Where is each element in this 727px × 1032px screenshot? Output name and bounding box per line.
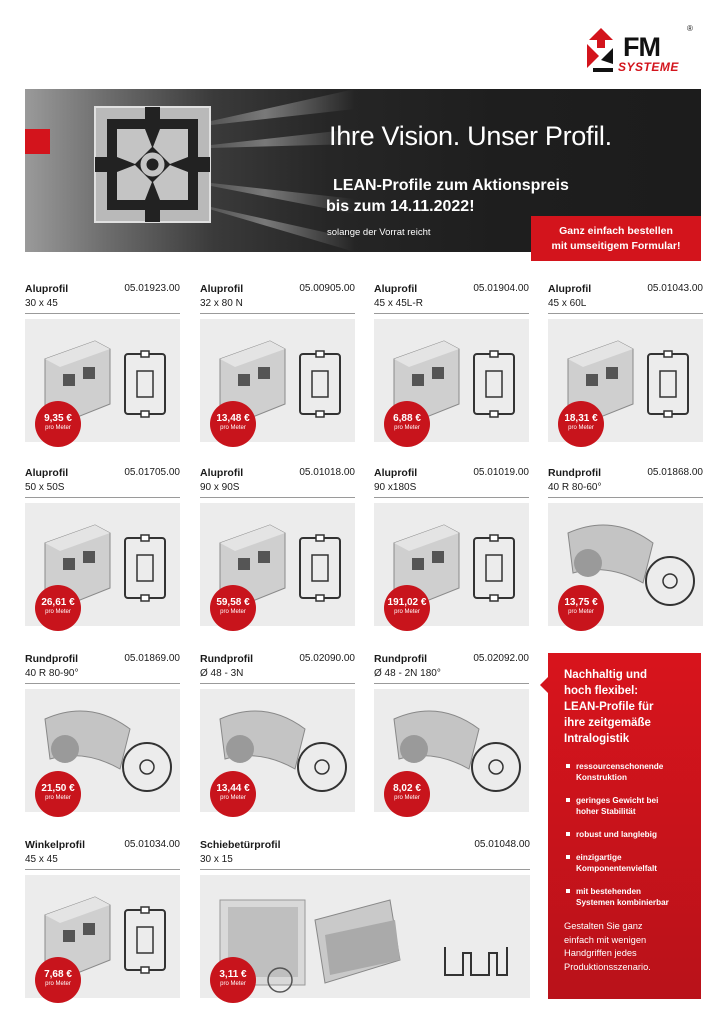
product-size: 30 x 15	[200, 854, 233, 865]
product-card	[200, 838, 530, 987]
benefit-item	[564, 886, 693, 908]
aside-footer-line: Produktionsszenario.	[564, 961, 651, 972]
price-badge	[210, 401, 256, 447]
product-header	[548, 466, 703, 498]
aluprofil-90x90-icon	[200, 503, 355, 626]
product-card	[200, 652, 355, 801]
product-size: 45 x 45	[25, 854, 58, 865]
benefit-item	[564, 852, 693, 874]
product-card	[200, 282, 355, 431]
benefit-item	[564, 829, 693, 840]
price-badge	[384, 585, 430, 631]
product-size: 45 x 60L	[548, 298, 587, 309]
price-unit: pro Meter	[394, 609, 420, 615]
product-type: Rundprofil	[374, 653, 428, 665]
product-card	[25, 282, 180, 431]
product-size: 90 x180S	[374, 482, 417, 493]
product-size: Ø 48 - 2N 180°	[374, 668, 441, 679]
sustainability-box	[548, 653, 701, 999]
rundprofil-40r-icon	[548, 503, 703, 626]
aside-title-line: Nachhaltig und	[564, 669, 648, 681]
product-code: 05.01034.00	[124, 839, 180, 850]
product-type: Aluprofil	[25, 283, 69, 295]
product-code: 05.01868.00	[647, 467, 703, 478]
logo-systeme-text: SYSTEME	[618, 60, 679, 74]
product-size: 40 R 80-60°	[548, 482, 602, 493]
hero-title: Ihre Vision. Unser Profil.	[329, 121, 612, 151]
product-type: Schiebetürprofil	[200, 839, 281, 851]
product-code: 05.01869.00	[124, 653, 180, 664]
hero-note: solange der Vorrat reicht	[327, 227, 431, 238]
price-unit: pro Meter	[220, 425, 246, 431]
rundprofil-40r90-icon	[25, 689, 180, 812]
product-card	[374, 652, 529, 801]
price-unit: pro Meter	[568, 425, 594, 431]
price-value: 21,50 €	[41, 783, 75, 794]
benefit-text: robust und langlebig	[576, 830, 657, 839]
product-code: 05.01018.00	[299, 467, 355, 478]
product-type: Aluprofil	[548, 283, 592, 295]
price-value: 18,31 €	[564, 413, 598, 424]
price-unit: pro Meter	[45, 609, 71, 615]
product-type: Aluprofil	[374, 467, 418, 479]
price-unit: pro Meter	[45, 981, 71, 987]
price-unit: pro Meter	[568, 609, 594, 615]
product-size: 45 x 45L-R	[374, 298, 423, 309]
schiebetuerprofil-icon	[200, 875, 530, 998]
product-code: 05.01705.00	[124, 467, 180, 478]
price-badge	[384, 401, 430, 447]
product-size: 90 x 90S	[200, 482, 240, 493]
benefit-text: Systemen kombinierbar	[576, 898, 669, 907]
aside-footer-line: einfach mit wenigen	[564, 934, 647, 945]
product-card	[374, 466, 529, 615]
price-badge	[210, 585, 256, 631]
product-type: Rundprofil	[548, 467, 602, 479]
price-value: 13,75 €	[564, 597, 598, 608]
benefit-list	[564, 761, 693, 908]
aluprofil-32x80-icon	[200, 319, 355, 442]
product-type: Rundprofil	[25, 653, 79, 665]
hero-subtitle-line1: LEAN-Profile zum Aktionspreis	[333, 177, 569, 194]
product-code: 05.01923.00	[124, 283, 180, 294]
benefit-item	[564, 795, 693, 817]
aside-title-line: hoch flexibel:	[564, 685, 639, 697]
price-value: 191,02 €	[387, 597, 427, 608]
logo-fm-text: FM	[623, 32, 660, 62]
price-badge	[558, 585, 604, 631]
aside-title	[564, 667, 693, 747]
price-value: 3,11 €	[219, 969, 247, 980]
product-code: 05.01904.00	[473, 283, 529, 294]
price-value: 8,02 €	[393, 783, 421, 794]
price-badge	[35, 771, 81, 817]
price-value: 59,58 €	[216, 597, 250, 608]
aluprofil-45x45-icon	[374, 319, 529, 442]
product-header	[25, 652, 180, 684]
price-unit: pro Meter	[394, 795, 420, 801]
benefit-item	[564, 761, 693, 783]
price-badge	[35, 585, 81, 631]
aside-title-line: ihre zeitgemäße	[564, 717, 651, 729]
benefit-text: mit bestehenden	[576, 887, 642, 896]
price-badge	[210, 771, 256, 817]
benefit-text: einzigartige	[576, 853, 622, 862]
product-header	[25, 282, 180, 314]
fm-systeme-logo	[583, 22, 703, 82]
product-card	[548, 466, 703, 615]
product-type: Aluprofil	[374, 283, 418, 295]
product-header	[200, 466, 355, 498]
aside-footer	[564, 920, 693, 974]
aluprofil-90x180-icon	[374, 503, 529, 626]
rundprofil-48-2n-icon	[374, 689, 529, 812]
product-card	[374, 282, 529, 431]
price-badge	[35, 957, 81, 1003]
registered-mark: ®	[687, 24, 693, 33]
hero-red-accent	[25, 129, 50, 154]
product-size: 32 x 80 N	[200, 298, 243, 309]
product-header	[25, 466, 180, 498]
price-value: 9,35 €	[44, 413, 72, 424]
aluprofil-45x60-icon	[548, 319, 703, 442]
product-header	[200, 838, 530, 870]
price-value: 13,44 €	[216, 783, 250, 794]
product-header	[200, 282, 355, 314]
winkelprofil-icon	[25, 875, 180, 998]
aluprofil-50x50-icon	[25, 503, 180, 626]
product-type: Aluprofil	[200, 283, 244, 295]
price-unit: pro Meter	[45, 795, 71, 801]
product-type: Winkelprofil	[25, 839, 85, 851]
benefit-text: Konstruktion	[576, 773, 627, 782]
product-card	[25, 652, 180, 801]
price-value: 13,48 €	[216, 413, 250, 424]
benefit-text: Komponentenvielfalt	[576, 864, 657, 873]
product-code: 05.02090.00	[299, 653, 355, 664]
product-size: 50 x 50S	[25, 482, 65, 493]
aside-title-line: Intralogistik	[564, 733, 630, 745]
benefit-text: ressourcenschonende	[576, 762, 664, 771]
product-header	[374, 652, 529, 684]
product-type: Aluprofil	[200, 467, 244, 479]
order-callout-line1: Ganz einfach bestellen	[559, 225, 673, 237]
product-card	[25, 838, 180, 987]
aluprofil-30x45-icon	[25, 319, 180, 442]
aside-footer-line: Handgriffen jedes	[564, 948, 637, 958]
benefit-text: hoher Stabilität	[576, 807, 636, 816]
product-code: 05.01043.00	[647, 283, 703, 294]
product-header	[548, 282, 703, 314]
aside-footer-line: Gestalten Sie ganz	[564, 921, 643, 931]
product-size: Ø 48 - 3N	[200, 668, 244, 679]
price-value: 26,61 €	[41, 597, 75, 608]
price-badge	[384, 771, 430, 817]
product-code: 05.01048.00	[474, 839, 530, 850]
product-size: 30 x 45	[25, 298, 58, 309]
benefit-text: geringes Gewicht bei	[576, 796, 659, 805]
product-type: Aluprofil	[25, 467, 69, 479]
product-header	[374, 466, 529, 498]
price-unit: pro Meter	[45, 425, 71, 431]
hero-profile-image	[25, 89, 355, 252]
hero-subtitle-line2: bis zum 14.11.2022!	[326, 198, 475, 215]
order-callout-line2: mit umseitigem Formular!	[551, 240, 681, 252]
product-header	[25, 838, 180, 870]
price-unit: pro Meter	[394, 425, 420, 431]
product-type: Rundprofil	[200, 653, 254, 665]
price-badge	[35, 401, 81, 447]
order-callout	[531, 216, 701, 261]
price-badge	[210, 957, 256, 1003]
product-size: 40 R 80-90°	[25, 668, 79, 679]
price-unit: pro Meter	[220, 795, 246, 801]
rundprofil-48-3n-icon	[200, 689, 355, 812]
price-unit: pro Meter	[220, 981, 246, 987]
price-value: 6,88 €	[393, 413, 421, 424]
product-header	[374, 282, 529, 314]
price-value: 7,68 €	[44, 969, 72, 980]
price-badge	[558, 401, 604, 447]
product-code: 05.00905.00	[299, 283, 355, 294]
product-code: 05.02092.00	[473, 653, 529, 664]
product-card	[548, 282, 703, 431]
price-unit: pro Meter	[220, 609, 246, 615]
product-header	[200, 652, 355, 684]
product-card	[25, 466, 180, 615]
product-code: 05.01019.00	[473, 467, 529, 478]
product-card	[200, 466, 355, 615]
aside-title-line: LEAN-Profile für	[564, 701, 654, 713]
